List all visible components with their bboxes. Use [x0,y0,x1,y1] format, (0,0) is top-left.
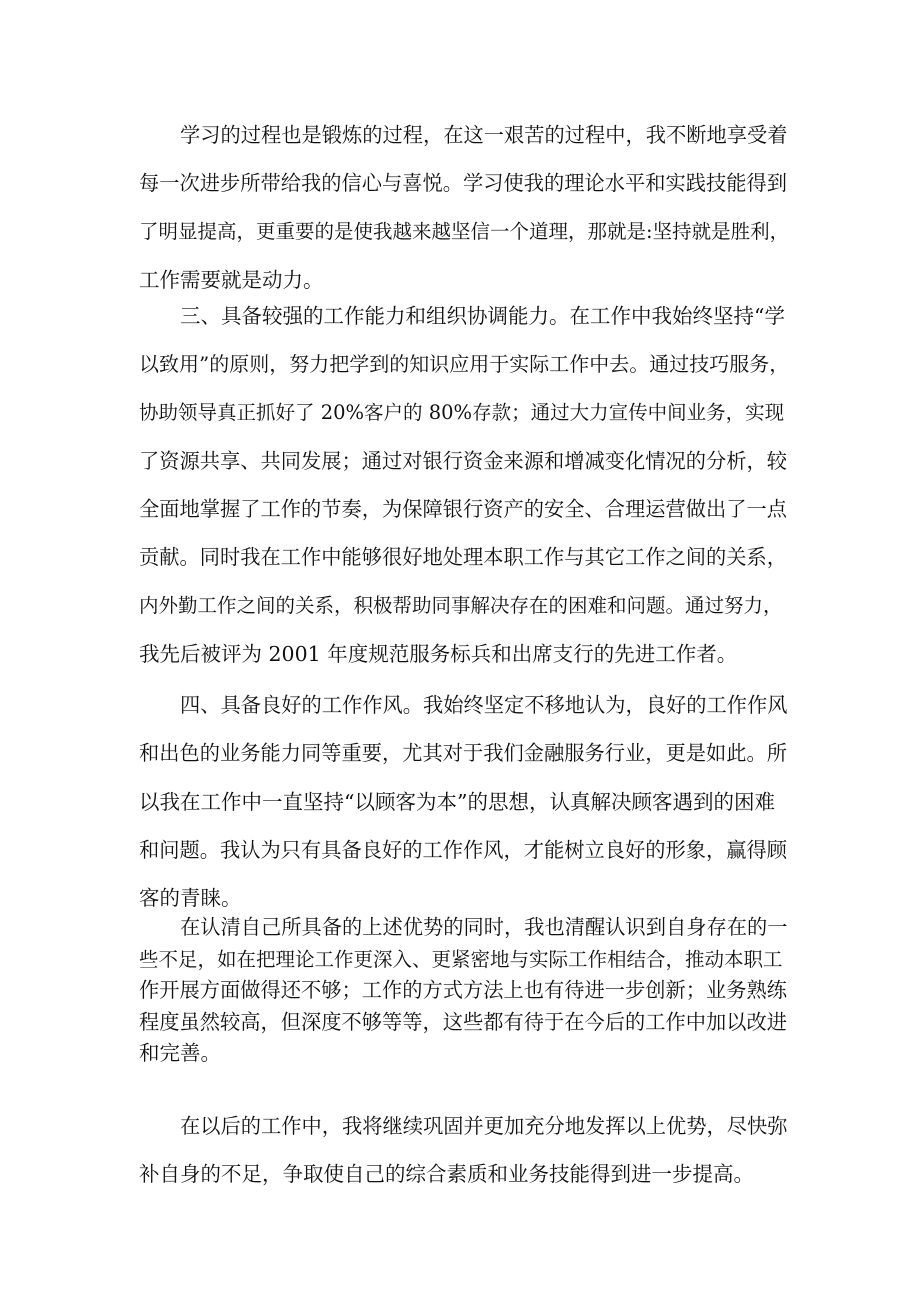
paragraph-work-ability [139,292,789,678]
text-line: 了明显提高，更重要的是使我越来越坚信一个道理，那就是:坚持就是胜利， [139,219,790,243]
text-line: 了资源共享、共同发展；通过对银行资金来源和增减变化情况的分析，较 [139,448,788,473]
text-line: 些不足，如在把理论工作更深入、更紧密地与实际工作相结合，推动本职工 [139,947,783,971]
text-line: 在以后的工作中，我将继续巩固并更加充分地发挥以上优势，尽快弥 [180,1114,788,1138]
text-line: 客的青睐。 [139,886,242,911]
text-line: 程度虽然较高，但深度不够等等，这些都有待于在今后的工作中加以改进 [139,1009,788,1034]
text-line: 以致用”的原则，努力把学到的知识应用于实际工作中去。通过技巧服务， [139,352,790,377]
text-line: 内外勤工作之间的关系，积极帮助同事解决存在的困难和问题。通过努力， [139,593,783,617]
text-line: 工作需要就是动力。 [139,267,324,292]
text-line: 四、具备良好的工作作风。我始终坚定不移地认为，良好的工作作风 [180,693,788,717]
text-line: 贡献。同时我在工作中能够很好地处理本职工作与其它工作之间的关系， [139,545,788,570]
paragraph-shortcomings [139,912,789,1070]
text-line: 在认清自己所具备的上述优势的同时，我也清醒认识到自身存在的一 [180,915,788,939]
text-line: 协助领导真正抓好了 20%客户的 80%存款；通过大力宣传中间业务，实现 [139,400,785,424]
text-line: 每一次进步所带给我的信心与喜悦。学习使我的理论水平和实践技能得到 [139,171,788,196]
paragraph-work-style [139,681,789,922]
text-line: 补自身的不足，争取使自己的综合素质和业务技能得到进一步提高。 [139,1162,754,1187]
text-line: 我先后被评为 2001 年度规范服务标兵和出席支行的先进工作者。 [139,642,738,667]
text-line: 全面地掌握了工作的节奏，为保障银行资产的安全、合理运营做出了一点 [139,497,788,522]
text-line: 和出色的业务能力同等重要，尤其对于我们金融服务行业，更是如此。所 [139,741,788,766]
text-line: 和问题。我认为只有具备良好的工作作风，才能树立良好的形象，赢得顾 [139,837,788,862]
text-line: 学习的过程也是锻炼的过程，在这一艰苦的过程中，我不断地享受着 [180,123,788,147]
paragraph-learning-process [139,111,789,304]
text-line: 作开展方面做得还不够；工作的方式方法上也有待进一步创新；业务熟练 [139,978,788,1002]
text-line: 和完善。 [139,1041,221,1065]
text-line: 三、具备较强的工作能力和组织协调能力。在工作中我始终坚持“学 [180,304,785,328]
text-line: 以我在工作中一直坚持“以顾客为本”的思想，认真解决顾客遇到的困难 [139,789,775,814]
paragraph-future-plan [139,1102,789,1199]
